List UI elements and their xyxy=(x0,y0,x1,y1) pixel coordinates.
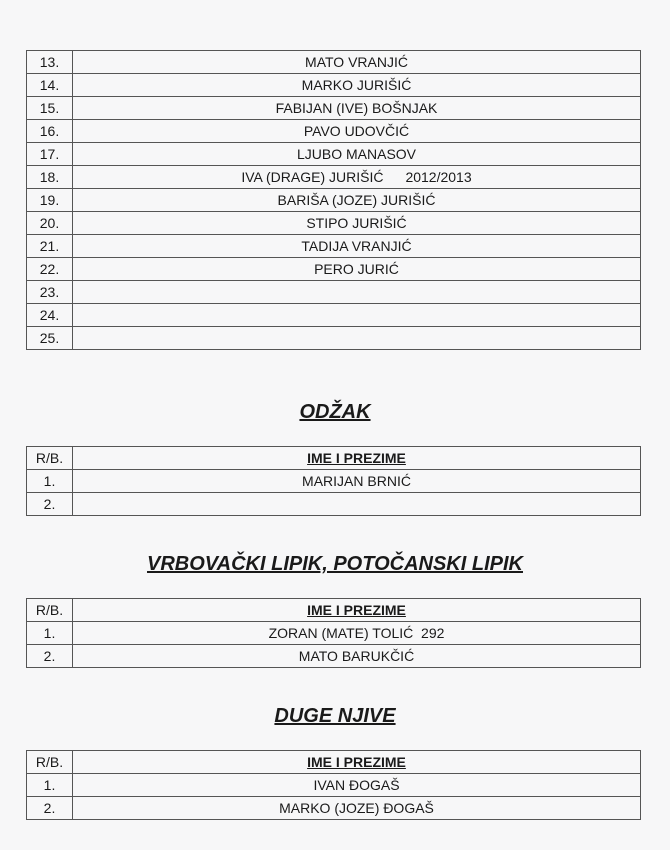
table-row xyxy=(27,166,641,189)
row-name: MARKO JURIŠIĆ xyxy=(73,74,641,97)
row-name: MARIJAN BRNIĆ xyxy=(73,470,641,493)
row-number: 1. xyxy=(27,622,73,645)
row-name: LJUBO MANASOV xyxy=(73,143,641,166)
row-number: 22. xyxy=(27,258,73,281)
table-row xyxy=(27,622,641,645)
table-row xyxy=(27,493,641,516)
row-number: 1. xyxy=(27,470,73,493)
row-number: 14. xyxy=(27,74,73,97)
header-name: IME I PREZIME xyxy=(73,751,641,774)
row-note: 2012/2013 xyxy=(405,169,472,185)
row-name: PERO JURIĆ xyxy=(73,258,641,281)
table-row xyxy=(27,797,641,820)
row-number: 25. xyxy=(27,327,73,350)
row-number: 24. xyxy=(27,304,73,327)
header-name: IME I PREZIME xyxy=(73,447,641,470)
table-row xyxy=(27,281,641,304)
row-name xyxy=(73,493,641,516)
duge-njive-table xyxy=(26,750,641,820)
row-name: ZORAN (MATE) TOLIĆ 292 xyxy=(73,622,641,645)
row-name: IVAN ĐOGAŠ xyxy=(73,774,641,797)
row-number: 19. xyxy=(27,189,73,212)
table-row xyxy=(27,774,641,797)
table-row xyxy=(27,212,641,235)
row-number: 21. xyxy=(27,235,73,258)
table-row xyxy=(27,645,641,668)
table-header xyxy=(27,751,641,774)
main-roster-table xyxy=(26,50,641,350)
duge-njive-body xyxy=(27,774,641,820)
row-number: 13. xyxy=(27,51,73,74)
row-name xyxy=(73,304,641,327)
table-row xyxy=(27,51,641,74)
row-number: 17. xyxy=(27,143,73,166)
row-number: 15. xyxy=(27,97,73,120)
table-row xyxy=(27,74,641,97)
row-name: MATO VRANJIĆ xyxy=(73,51,641,74)
table-row xyxy=(27,143,641,166)
odzak-table xyxy=(26,446,641,516)
table-row xyxy=(27,258,641,281)
header-number: R/B. xyxy=(27,599,73,622)
table-row xyxy=(27,327,641,350)
row-name: TADIJA VRANJIĆ xyxy=(73,235,641,258)
header-name: IME I PREZIME xyxy=(73,599,641,622)
table-header xyxy=(27,599,641,622)
row-name: PAVO UDOVČIĆ xyxy=(73,120,641,143)
section-title-lipik: VRBOVAČKI LIPIK, POTOČANSKI LIPIK xyxy=(147,553,523,575)
header-number: R/B. xyxy=(27,751,73,774)
section-title-duge-njive: DUGE NJIVE xyxy=(274,705,396,727)
header-number: R/B. xyxy=(27,447,73,470)
header-row xyxy=(27,447,641,470)
table-row xyxy=(27,97,641,120)
table-row xyxy=(27,120,641,143)
row-name: IVA (DRAGE) JURIŠIĆ 2012/2013 xyxy=(73,166,641,189)
odzak-body xyxy=(27,470,641,516)
lipik-body xyxy=(27,622,641,668)
header-row xyxy=(27,751,641,774)
main-roster-body xyxy=(27,51,641,350)
row-number: 1. xyxy=(27,774,73,797)
section-title-odzak: ODŽAK xyxy=(299,401,371,423)
row-name xyxy=(73,281,641,304)
header-row xyxy=(27,599,641,622)
row-name: STIPO JURIŠIĆ xyxy=(73,212,641,235)
table-row xyxy=(27,304,641,327)
row-name: BARIŠA (JOZE) JURIŠIĆ xyxy=(73,189,641,212)
row-name: FABIJAN (IVE) BOŠNJAK xyxy=(73,97,641,120)
row-number: 16. xyxy=(27,120,73,143)
row-number: 18. xyxy=(27,166,73,189)
row-name: MARKO (JOZE) ĐOGAŠ xyxy=(73,797,641,820)
row-name: MATO BARUKČIĆ xyxy=(73,645,641,668)
table-header xyxy=(27,447,641,470)
row-number: 2. xyxy=(27,645,73,668)
row-number: 2. xyxy=(27,797,73,820)
table-row xyxy=(27,189,641,212)
row-name xyxy=(73,327,641,350)
row-number: 2. xyxy=(27,493,73,516)
table-row xyxy=(27,235,641,258)
lipik-table xyxy=(26,598,641,668)
table-row xyxy=(27,470,641,493)
row-number: 23. xyxy=(27,281,73,304)
row-number: 20. xyxy=(27,212,73,235)
